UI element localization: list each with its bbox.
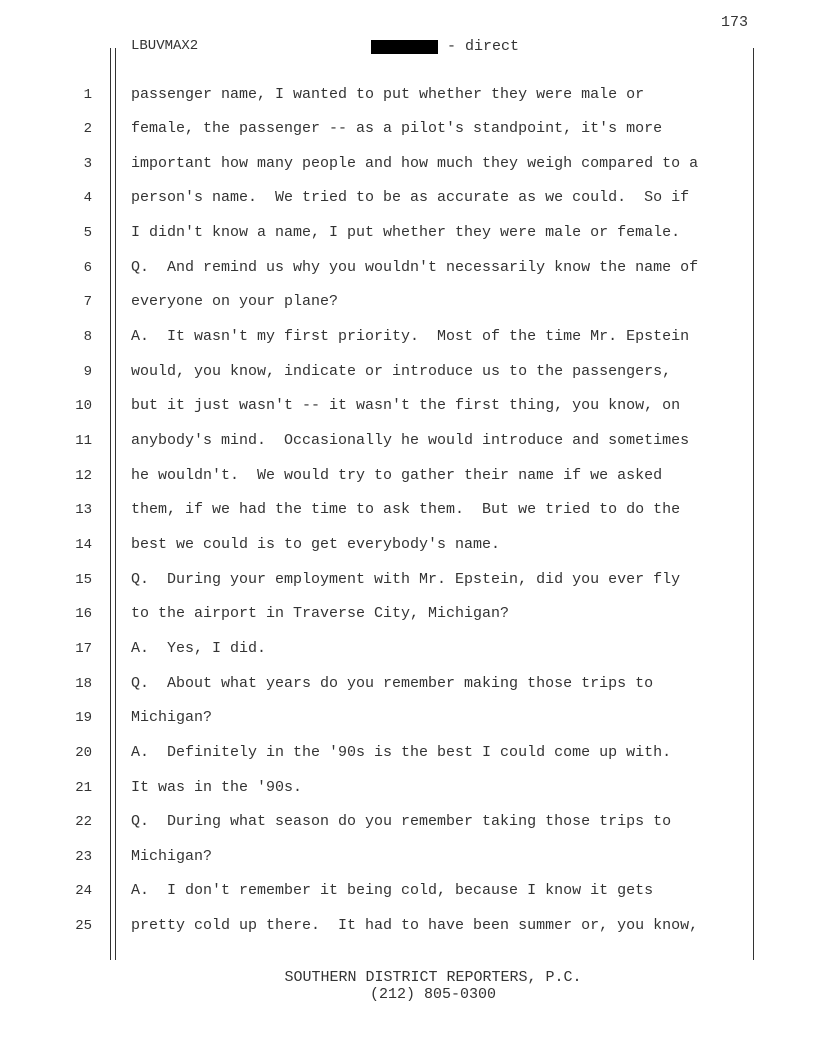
line-number: 6 (83, 259, 92, 276)
line-number: 9 (83, 363, 92, 380)
line-number: 5 (83, 225, 92, 242)
line-text: A. It wasn't my first priority. Most of the time Mr. Epstein (131, 328, 690, 346)
line-number: 22 (75, 814, 92, 831)
line-text: A. I don't remember it being cold, because I know it gets (131, 882, 654, 900)
transcript-line (0, 424, 816, 459)
line-text: Michigan? (131, 709, 213, 727)
line-number: 14 (75, 536, 92, 553)
redaction-box (371, 40, 438, 54)
line-text: Michigan? (131, 847, 213, 865)
transcript-line (0, 459, 816, 494)
line-text: best we could is to get everybody's name. (131, 535, 501, 553)
line-text: Q. About what years do you remember making those trips to (131, 674, 654, 692)
page-number: 173 (720, 14, 748, 31)
line-number: 12 (75, 467, 92, 484)
transcript-line (0, 909, 816, 944)
transcript-line (0, 736, 816, 771)
line-number: 23 (75, 848, 92, 865)
line-text: anybody's mind. Occasionally he would introduce and sometimes (131, 432, 690, 449)
line-text: female, the passenger -- as a pilot's standpoint, it's more (131, 120, 663, 138)
line-text: but it just wasn't -- it wasn't the first thing, you know, on (131, 397, 681, 415)
transcript-line (0, 667, 816, 702)
line-text: I didn't know a name, I put whether they were male or female. (131, 224, 681, 242)
footer (0, 969, 816, 1003)
line-text: It was in the '90s. (131, 778, 303, 796)
line-number: 20 (75, 744, 92, 761)
transcript-line (0, 112, 816, 147)
line-number: 1 (83, 86, 92, 103)
line-number: 4 (83, 190, 92, 207)
transcript-line (0, 597, 816, 632)
transcript-line (0, 181, 816, 216)
transcript-line (0, 840, 816, 875)
line-number: 11 (75, 433, 92, 449)
line-text: them, if we had the time to ask them. But we tried to do the (131, 501, 681, 519)
header-section-label: - direct (447, 38, 520, 55)
transcript-line (0, 805, 816, 840)
line-number: 8 (83, 329, 92, 346)
line-number: 10 (75, 398, 92, 415)
transcript-line (0, 285, 816, 320)
line-text: Q. During your employment with Mr. Epstein, did you ever fly (131, 570, 681, 588)
transcript-line (0, 216, 816, 251)
line-text: important how many people and how much they weigh compared to a (131, 154, 699, 172)
line-number: 16 (75, 606, 92, 623)
line-text: pretty cold up there. It had to have been summer or, you know, (131, 917, 699, 935)
line-text: would, you know, indicate or introduce us to the passengers, (131, 362, 672, 380)
line-number: 18 (75, 675, 92, 692)
line-text: everyone on your plane? (131, 293, 339, 311)
line-number: 24 (75, 883, 92, 900)
transcript-line (0, 493, 816, 528)
footer-phone: (212) 805-0300 (369, 986, 497, 1003)
line-number: 7 (83, 294, 92, 311)
line-number: 19 (75, 710, 92, 727)
transcript-line (0, 528, 816, 563)
line-text: he wouldn't. We would try to gather their name if we asked (131, 466, 663, 484)
line-number: 15 (75, 571, 92, 588)
line-text: passenger name, I wanted to put whether they were male or (131, 85, 645, 103)
line-text: A. Yes, I did. (131, 639, 267, 657)
line-number: 13 (75, 502, 92, 519)
transcript-line (0, 320, 816, 355)
line-number: 3 (83, 155, 92, 172)
transcript-line (0, 355, 816, 390)
line-text: Q. And remind us why you wouldn't necessarily know the name of (131, 258, 699, 276)
line-text: to the airport in Traverse City, Michigan? (131, 605, 510, 623)
header-witness (371, 38, 519, 55)
header-case-id: LBUVMAX2 (131, 38, 199, 54)
transcript-line (0, 563, 816, 598)
line-text: Q. During what season do you remember taking those trips to (131, 813, 672, 831)
line-text: A. Definitely in the '90s is the best I could come up with. (131, 743, 672, 761)
transcript-line (0, 874, 816, 909)
transcript-line (0, 632, 816, 667)
transcript-line (0, 771, 816, 806)
footer-company: SOUTHERN DISTRICT REPORTERS, P.C. (284, 969, 582, 986)
transcript-line (0, 389, 816, 424)
line-number: 17 (75, 640, 92, 657)
transcript-line (0, 78, 816, 113)
line-number: 2 (83, 121, 92, 138)
transcript-line (0, 147, 816, 182)
transcript-line (0, 701, 816, 736)
transcript-line (0, 251, 816, 286)
line-text: person's name. We tried to be as accurate as we could. So if (131, 189, 690, 207)
line-number: 25 (75, 918, 92, 935)
line-number: 21 (75, 779, 92, 796)
